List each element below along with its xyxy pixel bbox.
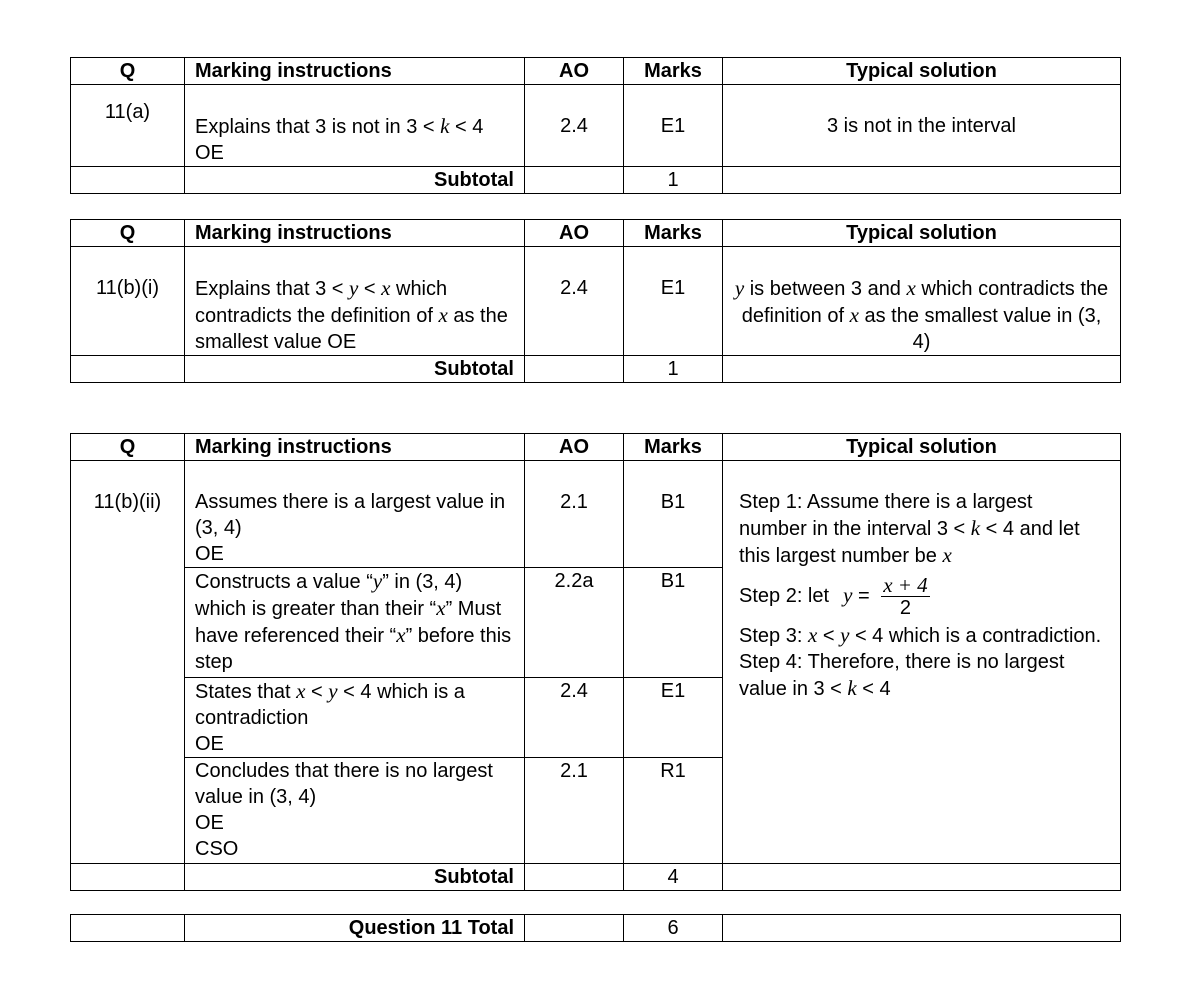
subtotal-value: 1 [624,356,723,383]
ao-value: 2.4 [525,678,624,758]
total-row [71,915,1121,942]
mark-value: E1 [624,678,723,758]
mark-table-11bii [70,433,1121,891]
typical-solution [723,461,1121,864]
marking-instruction: Explains that 3 < y < x which contradicts the definition of x as the smallest value OE [185,247,525,356]
subtotal-value: 1 [624,167,723,194]
ao-value: 2.4 [525,85,624,167]
fraction: $\frac{x + 4}{2}$ [883,573,928,620]
header-instructions: Marking instructions [185,434,525,461]
header-solution: Typical solution [723,434,1121,461]
typical-solution: 3 is not in the interval [723,85,1121,167]
marking-instruction: Explains that 3 is not in 3 < k < 4 OE [185,85,525,167]
header-q: Q [71,434,185,461]
question-total-label: Question 11 Total [185,915,525,942]
subtotal-label: Subtotal [185,356,525,383]
solution-step-2: Step 2: let y = $\frac{x + 4}{2}$ [739,573,928,620]
mark-value: E1 [624,85,723,167]
header-instructions: Marking instructions [185,220,525,247]
mark-table-11a [70,57,1121,194]
header-row [71,58,1121,85]
question-number: 11(b)(i) [71,247,185,356]
ao-value: 2.1 [525,461,624,568]
question-total-table [70,914,1121,942]
subtotal-row [71,167,1121,194]
header-ao: AO [525,220,624,247]
header-marks: Marks [624,220,723,247]
solution-step-4: Step 4: Therefore, there is no largest value in 3 < k < 4 [739,651,1065,700]
question-number: 11(a) [71,85,185,167]
mark-value: R1 [624,758,723,864]
subtotal-label: Subtotal [185,864,525,891]
question-total-value: 6 [624,915,723,942]
table-row [71,247,1121,356]
header-row [71,434,1121,461]
mark-value: E1 [624,247,723,356]
header-marks: Marks [624,58,723,85]
ao-value: 2.2a [525,568,624,678]
typical-solution: y is between 3 and x which contradicts the definition of x as the smallest value in (3, 4) [723,247,1121,356]
subtotal-row [71,864,1121,891]
marking-instruction: Concludes that there is no largest value in (3, 4) OE CSO [185,758,525,864]
marking-instruction: States that x < y < 4 which is a contradiction OE [185,678,525,758]
header-marks: Marks [624,434,723,461]
mark-table-11bi [70,219,1121,383]
marking-instruction: Constructs a value “y” in (3, 4) which is greater than their “x” Must have referenced their “x” before this step [185,568,525,678]
header-q: Q [71,58,185,85]
ao-value: 2.1 [525,758,624,864]
solution-step-1: Step 1: Assume there is a largest number in the interval 3 < k < 4 and let this largest number be x [739,491,1080,567]
subtotal-label: Subtotal [185,167,525,194]
header-q: Q [71,220,185,247]
header-instructions: Marking instructions [185,58,525,85]
mark-value: B1 [624,461,723,568]
header-row [71,220,1121,247]
table-row [71,85,1121,167]
ao-value: 2.4 [525,247,624,356]
subtotal-value: 4 [624,864,723,891]
table-row [71,461,1121,568]
header-solution: Typical solution [723,58,1121,85]
marking-instruction: Assumes there is a largest value in (3, 4) OE [185,461,525,568]
question-number: 11(b)(ii) [71,461,185,864]
header-ao: AO [525,434,624,461]
mark-value: B1 [624,568,723,678]
solution-step-3: Step 3: x < y < 4 which is a contradiction. [739,623,1102,647]
subtotal-row [71,356,1121,383]
header-ao: AO [525,58,624,85]
header-solution: Typical solution [723,220,1121,247]
